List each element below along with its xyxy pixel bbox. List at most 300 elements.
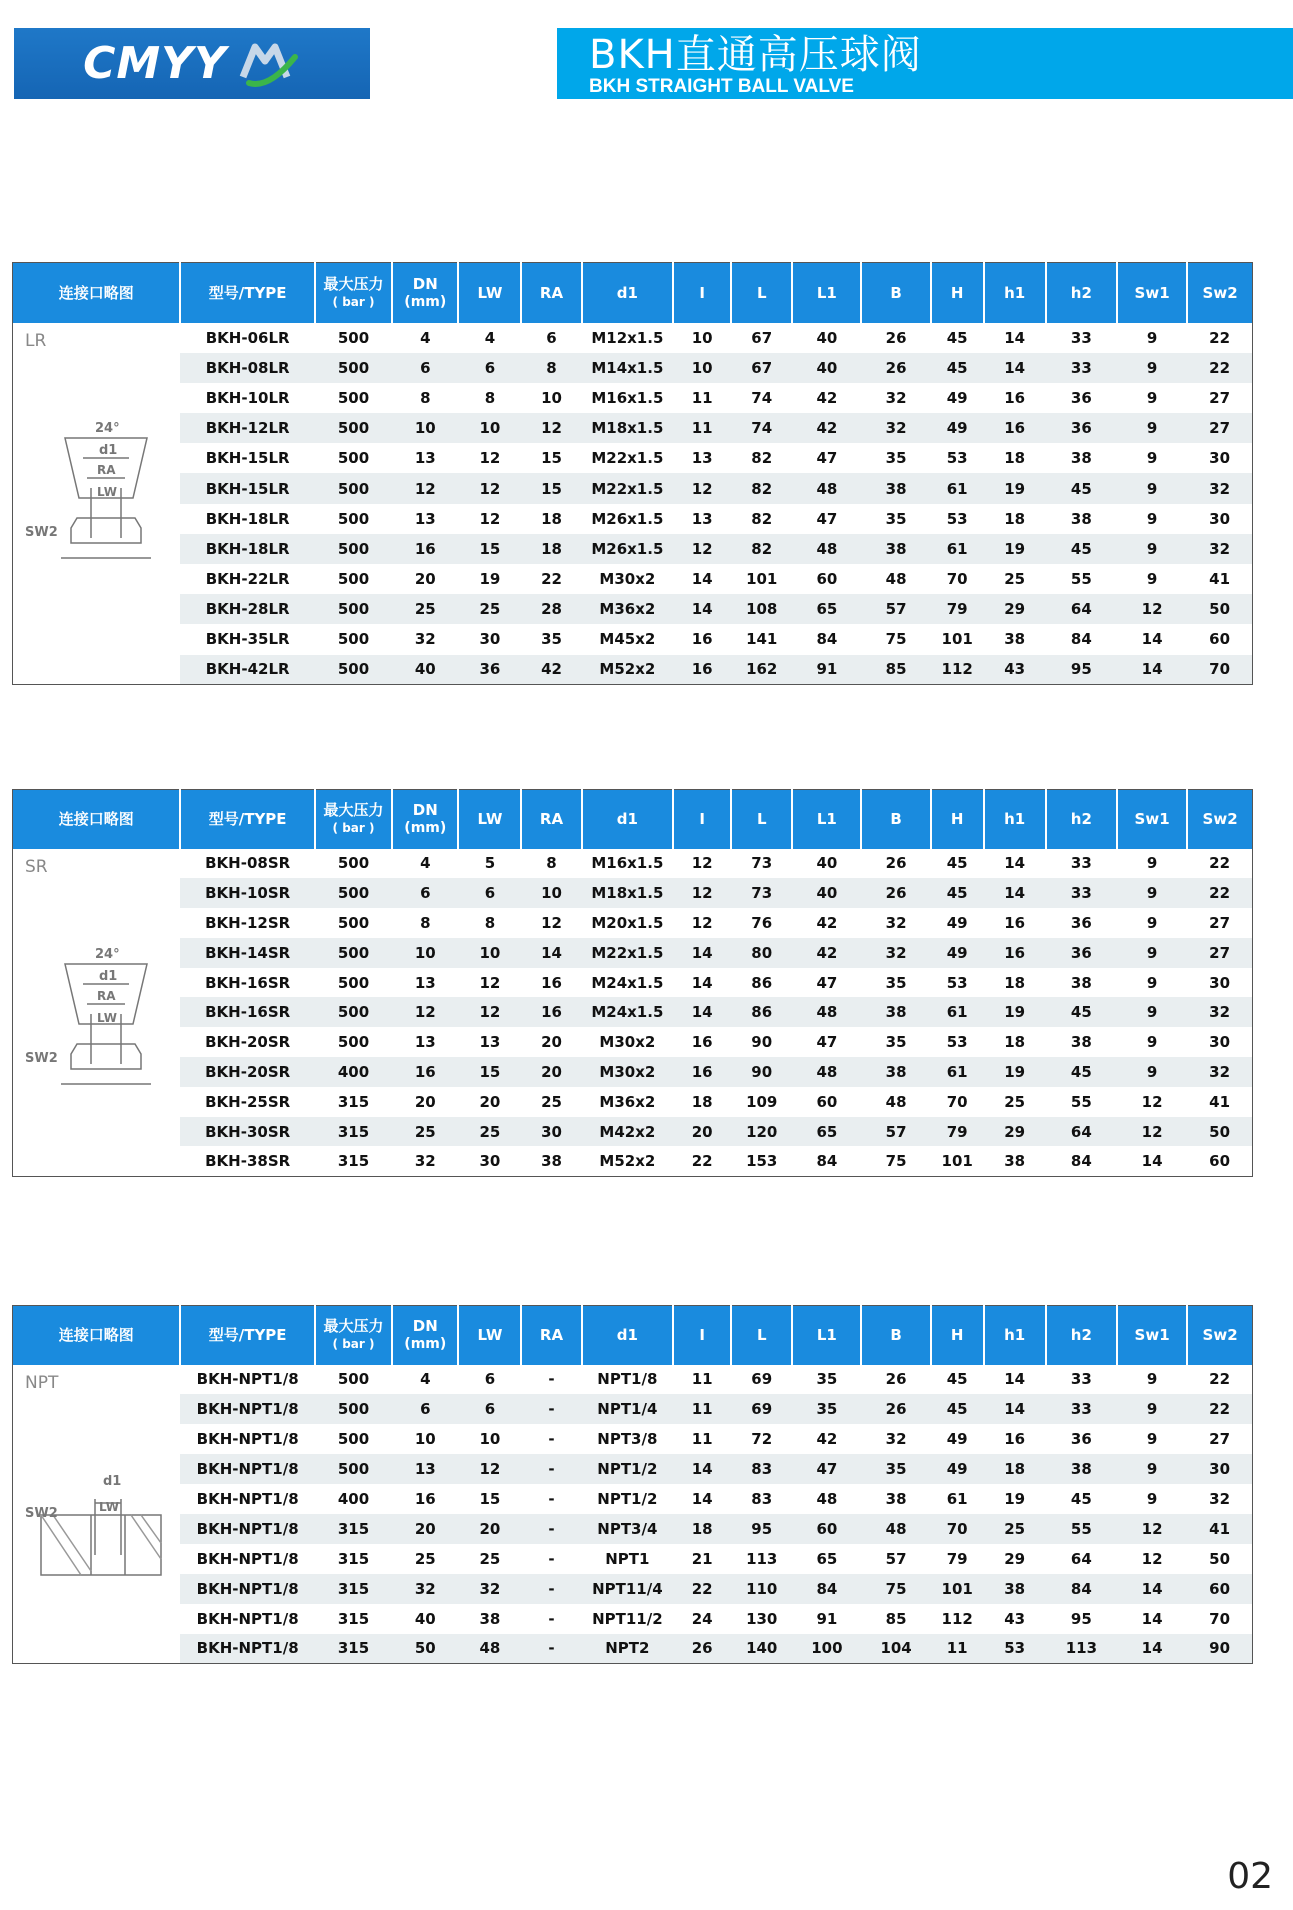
cell-h1: 29	[1004, 1549, 1026, 1568]
cell-h2: 38	[1070, 1033, 1092, 1052]
cell-l: 108	[731, 594, 792, 624]
cell-h1: 53	[984, 1634, 1046, 1664]
cell-dn: 20	[414, 570, 436, 589]
cell-h2: 84	[1070, 1152, 1092, 1171]
cell-b: 26	[861, 878, 930, 908]
cell-sw2: 32	[1187, 1057, 1252, 1087]
cell-h2: 55	[1070, 570, 1092, 589]
svg-text:SW2: SW2	[25, 1505, 58, 1521]
cell-ra: -	[548, 1609, 555, 1628]
cell-max-pressure: 500	[337, 570, 370, 589]
table-row	[13, 1394, 1253, 1424]
cell-d1: M30x2	[599, 1033, 656, 1052]
cell-dn: 32	[392, 1574, 458, 1604]
cell-sw2: 27	[1209, 913, 1231, 932]
cell-dn: 4	[420, 1370, 431, 1389]
cell-h: 112	[931, 655, 984, 685]
cell-i: 14	[673, 997, 731, 1027]
cell-lw: 48	[458, 1634, 521, 1664]
cell-max-pressure: 500	[337, 913, 370, 932]
cell-ra: -	[521, 1394, 581, 1424]
cell-dn: 25	[392, 1117, 458, 1147]
cell-h: 53	[946, 973, 968, 992]
cell-sw2: 30	[1209, 1033, 1231, 1052]
col-header-h2: h2	[1046, 790, 1117, 849]
cell-lw: 10	[479, 1430, 501, 1449]
cell-sw1: 14	[1117, 655, 1187, 685]
cell-lw: 6	[484, 1370, 496, 1389]
cell-h2: 36	[1046, 413, 1117, 443]
cell-l1: 84	[816, 630, 838, 649]
cell-h: 101	[941, 630, 973, 649]
cell-d1: M45x2	[599, 630, 656, 649]
cell-dn: 13	[414, 509, 436, 528]
cell-type: BKH-06LR	[205, 328, 290, 347]
cell-sw2: 22	[1209, 1370, 1231, 1389]
col-header-l: L	[731, 1306, 792, 1365]
cell-d1: NPT1/2	[597, 1490, 658, 1508]
cell-h1: 18	[1004, 449, 1026, 468]
cell-sw2: 50	[1187, 1117, 1252, 1147]
cell-h: 61	[931, 473, 984, 503]
cell-type: BKH-28LR	[180, 594, 314, 624]
col-header-l: L	[731, 790, 792, 849]
svg-text:LW: LW	[97, 484, 117, 499]
cell-h: 79	[931, 594, 984, 624]
cell-ra: 12	[541, 913, 562, 932]
col-header-lw: LW	[458, 790, 521, 849]
cell-sw1: 12	[1141, 1549, 1163, 1568]
cell-ra: 8	[546, 854, 557, 873]
cell-sw1: 9	[1146, 1490, 1158, 1508]
cell-h2: 38	[1070, 449, 1092, 468]
cell-l1: 48	[792, 997, 861, 1027]
cell-i: 14	[691, 973, 713, 992]
cell-b: 32	[885, 388, 907, 407]
cell-sw1: 9	[1146, 1430, 1158, 1449]
cell-l: 67	[751, 328, 773, 347]
cell-sw2: 32	[1187, 997, 1252, 1027]
col-header-d1: d1	[582, 790, 674, 849]
cell-dn: 40	[414, 1609, 436, 1628]
table-row	[13, 968, 1253, 998]
cell-type: BKH-15LR	[205, 449, 290, 468]
cell-lw: 6	[458, 1394, 521, 1424]
cell-l: 72	[751, 1430, 773, 1449]
brand-logo	[14, 28, 370, 99]
cell-sw1: 9	[1146, 1370, 1158, 1389]
table-row	[13, 1057, 1253, 1087]
cell-l: 90	[751, 1033, 773, 1052]
cell-ra: -	[521, 1634, 581, 1664]
cell-b: 35	[885, 1033, 907, 1052]
cell-h1: 14	[1004, 1370, 1026, 1389]
cell-d1: M24x1.5	[591, 973, 664, 992]
cell-dn: 13	[392, 1454, 458, 1484]
cell-max-pressure: 500	[315, 534, 392, 564]
cell-h1: 38	[1004, 1152, 1026, 1171]
cell-d1: NPT1/2	[582, 1454, 674, 1484]
cell-h1: 14	[1004, 854, 1026, 873]
cell-h: 49	[931, 413, 984, 443]
cell-i: 12	[673, 878, 731, 908]
cell-h: 61	[931, 997, 984, 1027]
cell-type: BKH-NPT1/8	[180, 1394, 314, 1424]
cell-d1: NPT11/2	[592, 1609, 663, 1628]
cell-type: BKH-NPT1/8	[180, 1514, 314, 1544]
cell-h1: 38	[1004, 630, 1026, 649]
cell-max-pressure: 500	[315, 473, 392, 503]
cell-h: 49	[946, 913, 968, 932]
cell-lw: 30	[479, 630, 501, 649]
col-header-lw: LW	[458, 1306, 521, 1365]
cell-b: 35	[885, 509, 907, 528]
cell-i: 10	[673, 353, 731, 383]
col-header-i: I	[673, 790, 731, 849]
cell-d1: M16x1.5	[591, 388, 664, 407]
cell-sw1: 9	[1117, 878, 1187, 908]
cell-d1: NPT1/4	[582, 1394, 674, 1424]
cell-i: 20	[673, 1117, 731, 1147]
cell-max-pressure: 500	[315, 353, 392, 383]
cell-d1: M36x2	[599, 1092, 656, 1111]
cell-l: 120	[731, 1117, 792, 1147]
cell-max-pressure: 500	[315, 997, 392, 1027]
cell-l1: 40	[792, 353, 861, 383]
cell-h1: 43	[1004, 1609, 1026, 1628]
connection-diagram	[13, 849, 181, 1177]
col-header-max-pressure: 最大压力 ( bar )	[315, 1306, 392, 1365]
cell-sw2: 32	[1187, 534, 1252, 564]
cell-i: 12	[673, 473, 731, 503]
col-header-h: H	[931, 790, 984, 849]
cell-h1: 19	[1004, 1490, 1026, 1508]
cell-h: 112	[941, 1609, 973, 1628]
cell-ra: 22	[541, 570, 562, 589]
col-header-sw1: Sw1	[1117, 1306, 1187, 1365]
cell-lw: 13	[479, 1033, 501, 1052]
col-header-h: H	[931, 1306, 984, 1365]
cell-l1: 84	[816, 1152, 838, 1171]
cell-type: BKH-NPT1/8	[196, 1549, 299, 1568]
cell-dn: 40	[392, 655, 458, 685]
cell-type: BKH-20SR	[205, 1033, 291, 1052]
cell-h1: 18	[984, 1454, 1046, 1484]
cell-ra: 20	[521, 1057, 581, 1087]
cell-max-pressure: 315	[315, 1117, 392, 1147]
cell-h2: 64	[1046, 1117, 1117, 1147]
cell-h: 45	[946, 854, 968, 873]
cell-l1: 47	[816, 449, 838, 468]
cell-i: 13	[691, 449, 713, 468]
col-header-dn: DN (mm)	[392, 790, 458, 849]
cell-b: 48	[885, 570, 907, 589]
cell-dn: 13	[414, 973, 436, 992]
cell-i: 21	[691, 1549, 713, 1568]
cell-type: BKH-NPT1/8	[180, 1574, 314, 1604]
cell-ra: 14	[521, 938, 581, 968]
cell-i: 16	[673, 1057, 731, 1087]
cell-ra: 18	[521, 534, 581, 564]
table-row	[13, 383, 1253, 413]
cell-max-pressure: 500	[337, 973, 370, 992]
cell-h1: 25	[984, 1514, 1046, 1544]
svg-text:RA: RA	[97, 462, 116, 477]
cell-sw2: 60	[1209, 1152, 1231, 1171]
cell-l: 76	[751, 913, 773, 932]
cell-dn: 6	[392, 878, 458, 908]
col-header-diagram: 连接口略图	[13, 790, 181, 849]
table-row	[13, 1514, 1253, 1544]
spec-table	[12, 789, 1253, 1177]
cell-i: 12	[691, 913, 713, 932]
cell-h: 53	[946, 509, 968, 528]
cell-ra: 28	[521, 594, 581, 624]
table-row	[13, 564, 1253, 594]
cell-h2: 95	[1046, 655, 1117, 685]
cell-dn: 12	[392, 997, 458, 1027]
table-row	[13, 655, 1253, 685]
cell-type: BKH-38SR	[205, 1152, 291, 1171]
cell-b: 104	[861, 1634, 930, 1664]
cell-sw2: 90	[1187, 1634, 1252, 1664]
cell-type: BKH-NPT1/8	[196, 1609, 299, 1628]
cell-ra: -	[521, 1454, 581, 1484]
cell-h: 53	[946, 1033, 968, 1052]
cell-i: 18	[691, 1092, 713, 1111]
cell-max-pressure: 500	[337, 1370, 370, 1389]
cell-type: BKH-10LR	[205, 388, 290, 407]
cell-h2: 45	[1046, 534, 1117, 564]
cell-h: 45	[931, 878, 984, 908]
cell-h1: 14	[984, 1394, 1046, 1424]
cell-sw1: 9	[1146, 854, 1158, 873]
cell-max-pressure: 500	[337, 509, 370, 528]
cell-l1: 91	[816, 1609, 838, 1628]
cell-d1: M30x2	[599, 570, 656, 589]
cell-max-pressure: 315	[315, 1514, 392, 1544]
cell-ra: -	[548, 1370, 555, 1389]
cell-type: BKH-NPT1/8	[196, 1430, 299, 1449]
cell-i: 14	[673, 1454, 731, 1484]
cell-dn: 10	[392, 938, 458, 968]
cell-l1: 47	[792, 1454, 861, 1484]
cell-l: 82	[751, 509, 773, 528]
cell-sw1: 9	[1146, 973, 1158, 992]
cell-h2: 64	[1070, 1549, 1092, 1568]
cell-l: 95	[731, 1514, 792, 1544]
cell-ra: 30	[521, 1117, 581, 1147]
cell-h: 101	[941, 1152, 973, 1171]
cell-h2: 64	[1046, 594, 1117, 624]
cell-l1: 100	[792, 1634, 861, 1664]
cell-sw2: 27	[1209, 388, 1231, 407]
cell-b: 38	[885, 1490, 907, 1508]
cell-h2: 55	[1046, 1514, 1117, 1544]
cell-lw: 20	[458, 1514, 521, 1544]
col-header-d1: d1	[582, 263, 674, 323]
cell-ra: -	[548, 1430, 555, 1449]
cell-h2: 33	[1070, 854, 1092, 873]
cell-h: 53	[946, 449, 968, 468]
table-row	[13, 353, 1253, 383]
cell-type: BKH-NPT1/8	[180, 1454, 314, 1484]
cell-type: BKH-22LR	[205, 570, 290, 589]
cell-max-pressure: 500	[315, 413, 392, 443]
cell-b: 26	[885, 854, 907, 873]
cell-dn: 4	[420, 854, 431, 873]
cell-h2: 38	[1046, 1454, 1117, 1484]
svg-text:LW: LW	[99, 1499, 119, 1514]
cell-h2: 38	[1070, 973, 1092, 992]
cell-l: 83	[751, 1490, 773, 1508]
cell-i: 10	[691, 328, 713, 347]
cell-h1: 43	[984, 655, 1046, 685]
svg-text:d1: d1	[99, 442, 118, 458]
cell-sw1: 14	[1117, 1634, 1187, 1664]
cell-lw: 15	[458, 534, 521, 564]
cell-i: 18	[673, 1514, 731, 1544]
cell-i: 11	[691, 388, 713, 407]
diagram-lr-icon	[21, 323, 171, 685]
cell-h2: 33	[1046, 1394, 1117, 1424]
cell-d1: M20x1.5	[591, 913, 664, 932]
cell-ra: 16	[541, 973, 562, 992]
cell-h1: 25	[1004, 1092, 1026, 1111]
cell-dn: 10	[392, 413, 458, 443]
table-row	[13, 997, 1253, 1027]
cell-sw2: 41	[1187, 1514, 1252, 1544]
table-row	[13, 413, 1253, 443]
cell-ra: 38	[541, 1152, 562, 1171]
cell-sw1: 12	[1117, 1514, 1187, 1544]
cell-l: 67	[731, 353, 792, 383]
col-header-h1: h1	[984, 1306, 1046, 1365]
cell-sw1: 9	[1117, 1454, 1187, 1484]
cell-ra: 6	[546, 328, 557, 347]
cell-l: 82	[751, 449, 773, 468]
cell-type: BKH-12LR	[180, 413, 314, 443]
cell-sw1: 9	[1117, 413, 1187, 443]
cell-i: 11	[673, 413, 731, 443]
cell-l1: 47	[816, 973, 838, 992]
page-number: 02	[1227, 1856, 1273, 1897]
svg-text:LW: LW	[97, 1010, 117, 1025]
cell-l: 90	[731, 1057, 792, 1087]
cell-sw1: 14	[1141, 1152, 1163, 1171]
cell-d1: NPT1	[605, 1549, 650, 1568]
cell-l1: 60	[792, 1514, 861, 1544]
cell-i: 11	[691, 1430, 713, 1449]
cell-l: 82	[731, 534, 792, 564]
cell-h2: 33	[1070, 328, 1092, 347]
cell-ra: 12	[521, 413, 581, 443]
table-row	[13, 1365, 1253, 1395]
diagram-sr-icon	[21, 849, 171, 1177]
table-row	[13, 1146, 1253, 1176]
cell-lw: 25	[458, 1117, 521, 1147]
cell-type: BKH-NPT1/8	[180, 1634, 314, 1664]
cell-h1: 19	[984, 534, 1046, 564]
cell-l1: 42	[816, 1430, 838, 1449]
cell-l1: 35	[792, 1394, 861, 1424]
cell-sw2: 41	[1209, 570, 1231, 589]
col-header-sw2: Sw2	[1187, 1306, 1252, 1365]
cell-sw1: 9	[1146, 570, 1158, 589]
cell-l1: 60	[816, 1092, 838, 1111]
cell-l: 80	[731, 938, 792, 968]
table-row	[13, 938, 1253, 968]
cell-b: 32	[885, 913, 907, 932]
cell-sw1: 9	[1117, 1394, 1187, 1424]
cell-d1: M52x2	[582, 655, 674, 685]
cell-l1: 48	[792, 1057, 861, 1087]
logo-text: CMYY	[83, 38, 227, 89]
cell-i: 26	[673, 1634, 731, 1664]
cell-h2: 45	[1070, 1490, 1092, 1508]
table-sr	[12, 789, 1253, 1177]
cell-b: 26	[861, 353, 930, 383]
cell-dn: 4	[420, 328, 431, 347]
cell-dn: 32	[414, 630, 436, 649]
cell-b: 35	[861, 1454, 930, 1484]
table-npt	[12, 1305, 1253, 1664]
cell-b: 38	[861, 473, 930, 503]
col-header-h1: h1	[984, 790, 1046, 849]
cell-d1: M26x1.5	[582, 534, 674, 564]
cell-type: BKH-16SR	[180, 997, 314, 1027]
col-header-type: 型号/TYPE	[180, 1306, 314, 1365]
table-row	[13, 1574, 1253, 1604]
col-header-ra: RA	[521, 790, 581, 849]
col-header-h1: h1	[984, 263, 1046, 323]
cell-h2: 84	[1070, 630, 1092, 649]
cell-d1: M18x1.5	[582, 413, 674, 443]
cell-lw: 19	[479, 570, 501, 589]
cell-type: BKH-16SR	[205, 973, 291, 992]
table-row	[13, 504, 1253, 534]
col-header-h2: h2	[1046, 263, 1117, 323]
cell-max-pressure: 500	[315, 594, 392, 624]
cell-i: 22	[691, 1152, 713, 1171]
cell-sw1: 9	[1146, 449, 1158, 468]
cell-d1: M16x1.5	[591, 854, 664, 873]
col-header-ra: RA	[521, 263, 581, 323]
cell-max-pressure: 315	[337, 1609, 370, 1628]
cell-ra: 20	[541, 1033, 562, 1052]
cell-ra: -	[548, 1490, 555, 1508]
cell-l: 110	[731, 1574, 792, 1604]
cell-i: 12	[673, 534, 731, 564]
cell-b: 75	[861, 1574, 930, 1604]
connection-diagram	[13, 323, 181, 685]
spec-table	[12, 262, 1253, 685]
cell-l1: 65	[792, 1117, 861, 1147]
cell-d1: M12x1.5	[591, 328, 664, 347]
cell-l1: 84	[792, 1574, 861, 1604]
col-header-sw2: Sw2	[1187, 263, 1252, 323]
cell-dn: 6	[392, 1394, 458, 1424]
cell-h2: 45	[1046, 1057, 1117, 1087]
cell-l: 74	[731, 413, 792, 443]
cell-sw2: 41	[1209, 1092, 1231, 1111]
cell-lw: 4	[484, 328, 496, 347]
cell-b: 32	[861, 938, 930, 968]
cell-b: 35	[885, 449, 907, 468]
cell-h2: 113	[1046, 1634, 1117, 1664]
cell-dn: 50	[392, 1634, 458, 1664]
cell-h2: 38	[1070, 509, 1092, 528]
